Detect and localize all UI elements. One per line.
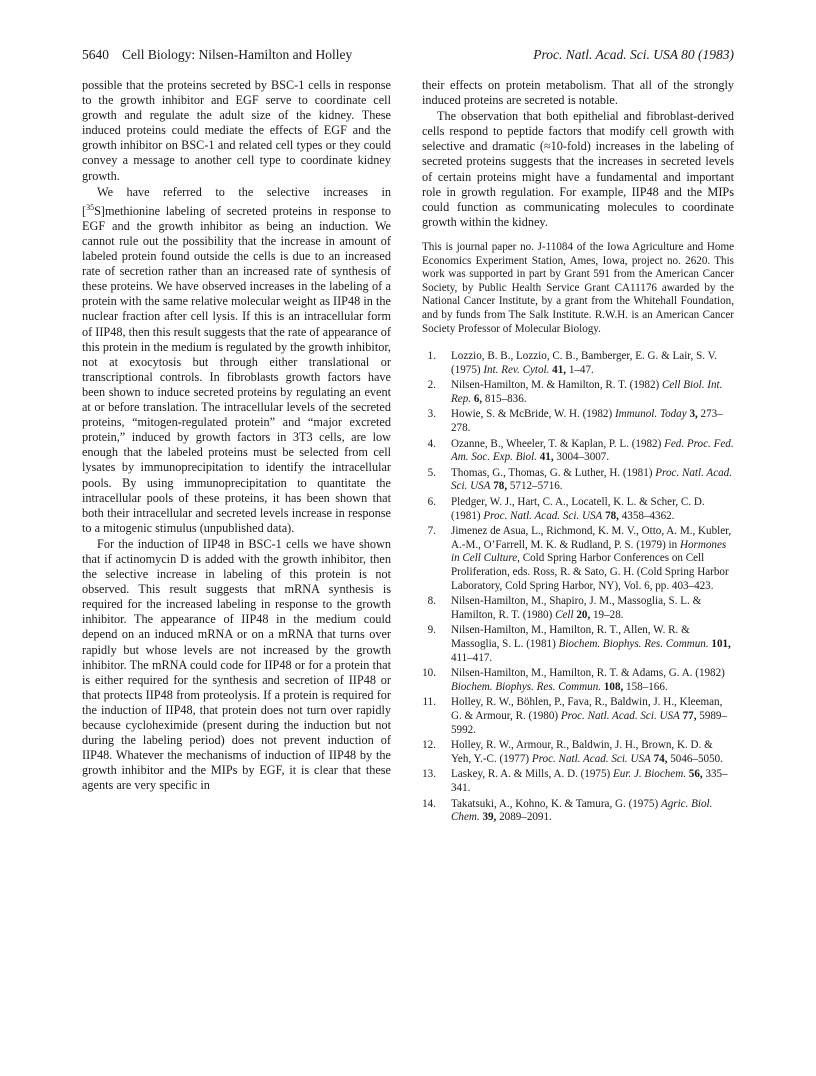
reference-journal: Immunol. Today [614, 408, 687, 421]
reference-item [422, 467, 734, 494]
paragraph: For the induction of IIP48 in BSC-1 cells we have shown that if actinomycin D is added with the growth inhibitor, then the selective increase in labeling of this protein is not observed. This result suggests that mRNA synthesis is required for the increased labeling in response to the growth inhibitor. The appearance of IIP48 in the medium could depend on an induced mRNA or on a mRNA that turns over rapidly but whose levels are not increased by the growth inhibitor. The mRNA could code for IIP48 or for a protein that is either required for the synthesis and secretion of IIP48 or that protects IIP48 from proteolysis. If a protein is required for the induction of IIP48, that protein does not turn over rapidly because cycloheximide (present during the induction but not during the labeling period) does not prevent induction of IIP48. Whatever the mechanisms of induction of IIP48 by the growth inhibitor and the MIPs by EGF, it is clear that these agents are very specific in [82, 536, 391, 793]
reference-pages: 4358–4362. [621, 509, 675, 522]
page-number: 5640 [82, 47, 109, 62]
reference-pages: 411–417. [451, 651, 493, 664]
reference-volume: 41, [539, 451, 554, 464]
reference-volume: 78, [605, 509, 619, 522]
paragraph: their effects on protein metabolism. That all of the strongly induced proteins are secreted is notable. [422, 78, 734, 108]
paragraph: possible that the proteins secreted by BSC-1 cells in response to the growth inhibitor and EGF serve to coordinate cell growth and regulate the adult size of the kidney. These induced proteins could mediate the effects of EGF and the growth inhibitor on BSC-1 and related cell types or they could convey a message to another cell type to coordinate kidney growth. [82, 78, 391, 183]
reference-pages: 19–28. [593, 608, 624, 621]
reference-pages: 158–166. [626, 680, 668, 693]
reference-volume: 3, [689, 408, 698, 421]
reference-journal: Biochem. Biophys. Res. Commun. [558, 637, 709, 650]
reference-authors: Nilsen-Hamilton, M. & Hamilton, R. T. (1982) [451, 379, 660, 392]
reference-pages: 815–836. [484, 392, 527, 405]
reference-pages: 1–47. [568, 363, 594, 376]
reference-journal: Proc. Natl. Acad. Sci. USA [531, 752, 651, 765]
reference-number: 11. [422, 696, 436, 709]
reference-item [422, 496, 734, 523]
reference-authors: Holley, R. W., Böhlen, P., Fava, R., Baldwin, J. H., Kleeman, G. & Armour, R. (1980) [451, 696, 723, 722]
reference-journal: Int. Rev. Cytol. [483, 363, 550, 376]
reference-item [422, 739, 734, 766]
reference-number: 2. [427, 379, 436, 392]
reference-number: 5. [427, 466, 436, 479]
reference-item [422, 667, 734, 694]
reference-journal: Cell [555, 608, 574, 621]
reference-number: 12. [422, 739, 436, 752]
page-header [82, 47, 734, 65]
reference-authors: Nilsen-Hamilton, M., Shapiro, J. M., Massoglia, S. L. & Hamilton, R. T. (1980) [451, 595, 702, 621]
reference-number: 3. [427, 408, 436, 421]
reference-item [422, 595, 734, 622]
reference-volume: 20, [576, 608, 591, 621]
reference-item [422, 798, 734, 825]
paragraph [82, 185, 391, 536]
reference-number: 10. [422, 667, 436, 680]
reference-pages: 3004–3007. [556, 451, 610, 464]
reference-item [422, 350, 734, 377]
reference-pages: 5989–5992. [451, 709, 727, 736]
left-column [82, 78, 391, 793]
reference-journal: Hormones in Cell Culture, [451, 538, 727, 565]
running-title: Cell Biology: Nilsen-Hamilton and Holley [122, 47, 353, 62]
reference-volume: 74, [653, 752, 668, 765]
reference-item [422, 768, 734, 795]
reference-journal: Fed. Proc. Fed. Am. Soc. Exp. Biol. [451, 437, 734, 464]
journal-citation: Proc. Natl. Acad. Sci. USA 80 (1983) [533, 47, 734, 62]
reference-authors: Thomas, G., Thomas, G. & Luther, H. (1981) [451, 466, 653, 479]
reference-volume: 108, [603, 680, 624, 693]
reference-journal: Proc. Natl. Acad. Sci. USA [451, 466, 732, 493]
reference-volume: 78, [493, 480, 508, 493]
reference-item [422, 379, 734, 406]
reference-pages: 5046–5050. [670, 752, 723, 765]
reference-item [422, 696, 734, 737]
reference-authors: Nilsen-Hamilton, M., Hamilton, R. T. & Adams, G. A. (1982) [451, 667, 725, 680]
reference-volume: 41, [552, 363, 567, 376]
reference-authors: Holley, R. W., Armour, R., Baldwin, J. H., Brown, K. D. & Yeh, Y.-C. (1977) [451, 739, 713, 765]
reference-pages: 335–341. [451, 768, 728, 794]
paragraph-text: S]methionine labeling of secreted proteins in response to EGF and the growth inhibitor as being an induction. We cannot rule out the possibility that the increase in amount of labeled protein found outside the cells is due to an increased rate of secretion rather than an increased rate of synthesis of these proteins. We have observed increases in the labeling of a protein with the same relative molecular weight as IIP48 in the nuclear fraction after cell lysis. If this is an intracellular form of IIP48, then this result suggests that the rate of appearance of this protein in the medium is regulated by the growth inhibitor, not at exocytosis but through either translational or transcriptional controls. In fibroblasts growth factors have been shown to induce secreted proteins by regulating an event at or before translation. The intracellular levels of the secreted proteins, “mitogen-regulated protein” and “major excreted protein,” induced by growth factors in 3T3 cells, are low enough that the labeled proteins must be selected from cell lysates by immunoprecipitation to identify the intracellular pools. By using immunoprecipitation to quantitate the intracellular pools of these proteins, it has been shown that both their intracellular and secreted levels increase in response to a mitogenic stimulus (unpublished data). [82, 203, 391, 535]
reference-journal: Eur. J. Biochem. [613, 768, 687, 781]
reference-pages: Cold Spring Harbor Conferences on Cell Proliferation, eds. Ross, R. & Sato, G. H. (Cold Spring Harbor Laboratory, Cold Spring Harbor, NY), Vol. 6, pp. 403–423. [451, 552, 729, 592]
reference-number: 1. [427, 350, 436, 363]
reference-journal: Cell Biol. Int. Rep. [451, 379, 723, 405]
reference-authors: Ozanne, B., Wheeler, T. & Kaplan, P. L. (1982) [451, 437, 662, 450]
reference-number: 4. [427, 437, 436, 450]
reference-volume: 6, [473, 392, 483, 405]
reference-number: 13. [422, 768, 436, 781]
reference-pages: 273–278. [451, 408, 723, 435]
reference-item [422, 525, 734, 593]
reference-authors: Lozzio, B. B., Lozzio, C. B., Bamberger, E. G. & Lair, S. V. (1975) [451, 350, 717, 376]
reference-number: 6. [427, 496, 436, 509]
reference-number: 14. [422, 797, 436, 810]
acknowledgment: This is journal paper no. J-11084 of the Iowa Agriculture and Home Economics Experiment Station, Ames, Iowa, project no. 2620. This work was supported in part by Grant 591 from the American Cancer Society, by Public Health Service Grant CA11176 awarded by the National Cancer Institute, by a grant from the Whitehall Foundation, and by funds from The Salk Institute. R.W.H. is an American Cancer Society Professor of Molecular Biology. [422, 240, 734, 335]
reference-item [422, 624, 734, 665]
reference-authors: Pledger, W. J., Hart, C. A., Locatell, K. L. & Scher, C. D. (1981) [451, 496, 705, 522]
reference-journal: Biochem. Biophys. Res. Commun. [451, 680, 602, 693]
reference-volume: 101, [711, 637, 731, 650]
reference-journal: Proc. Natl. Acad. Sci. USA [483, 509, 603, 522]
reference-list [422, 350, 734, 825]
reference-authors: Laskey, R. A. & Mills, A. D. (1975) [451, 768, 611, 781]
reference-journal: Proc. Natl. Acad. Sci. USA [560, 709, 680, 722]
reference-item [422, 408, 734, 435]
reference-number: 7. [427, 525, 436, 538]
reference-authors: Jimenez de Asua, L., Richmond, K. M. V., Otto, A. M., Kubler, A.-M., O’Farrell, M. K. & Rudland, P. S. (1979) in [451, 525, 732, 551]
reference-pages: 2089–2091. [499, 811, 552, 824]
superscript: 35 [86, 202, 95, 212]
reference-pages: 5712–5716. [509, 480, 563, 493]
paragraph: The observation that both epithelial and fibroblast-derived cells respond to peptide factors that modify cell growth with selective and dramatic (≈10-fold) increases in the labeling of secreted proteins suggests that the increases in secreted levels of certain proteins might have a fundamental and important role in growth regulation. For example, IIP48 and the MIPs could function as communicating molecules to coordinate growth within the kidney. [422, 109, 734, 229]
reference-authors: Howie, S. & McBride, W. H. (1982) [451, 408, 613, 421]
reference-journal: Agric. Biol. Chem. [451, 797, 713, 824]
reference-authors: Takatsuki, A., Kohno, K. & Tamura, G. (1975) [451, 797, 659, 810]
reference-volume: 56, [688, 768, 703, 781]
reference-number: 8. [427, 595, 436, 608]
reference-volume: 39, [482, 811, 497, 824]
reference-number: 9. [427, 624, 436, 637]
right-column [422, 78, 734, 827]
reference-volume: 77, [682, 709, 697, 722]
paragraph-text: We have referred to the selective increases in [ [82, 184, 391, 218]
reference-item [422, 438, 734, 465]
reference-authors: Nilsen-Hamilton, M., Hamilton, R. T., Allen, W. R. & Massoglia, S. L. (1981) [451, 624, 690, 650]
